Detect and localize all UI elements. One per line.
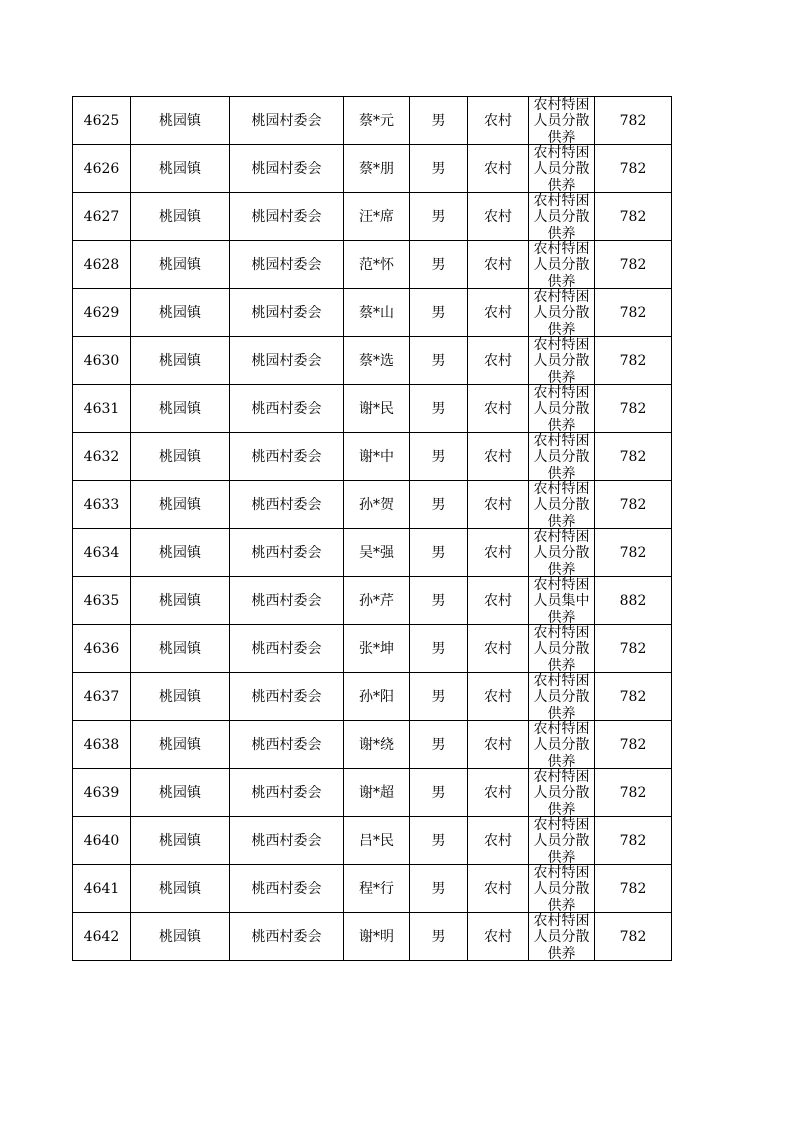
village-cell: 桃西村委会 [230, 673, 344, 721]
person-name-cell: 汪*席 [344, 193, 410, 241]
village-cell: 桃西村委会 [230, 481, 344, 529]
gender-cell: 男 [410, 385, 468, 433]
town-cell: 桃园镇 [131, 529, 230, 577]
area-type-cell: 农村 [468, 337, 529, 385]
table-row [73, 145, 672, 193]
area-type-cell: 农村 [468, 97, 529, 145]
person-name-cell: 蔡*选 [344, 337, 410, 385]
area-type-cell: 农村 [468, 145, 529, 193]
town-cell: 桃园镇 [131, 385, 230, 433]
amount-cell: 782 [595, 193, 672, 241]
village-cell: 桃园村委会 [230, 289, 344, 337]
category-cell [529, 289, 595, 337]
row-number: 4639 [73, 769, 131, 817]
amount-cell: 782 [595, 913, 672, 961]
table-row [73, 769, 672, 817]
category-text: 农村特困人员分散供养 [533, 193, 590, 240]
area-type-cell: 农村 [468, 913, 529, 961]
town-cell: 桃园镇 [131, 577, 230, 625]
gender-cell: 男 [410, 145, 468, 193]
category-cell [529, 97, 595, 145]
category-cell [529, 433, 595, 481]
row-number: 4626 [73, 145, 131, 193]
table-row [73, 385, 672, 433]
gender-cell: 男 [410, 625, 468, 673]
area-type-cell: 农村 [468, 481, 529, 529]
area-type-cell: 农村 [468, 193, 529, 241]
category-text: 农村特困人员分散供养 [533, 241, 590, 288]
row-number: 4636 [73, 625, 131, 673]
gender-cell: 男 [410, 865, 468, 913]
amount-cell: 782 [595, 337, 672, 385]
town-cell: 桃园镇 [131, 97, 230, 145]
town-cell: 桃园镇 [131, 817, 230, 865]
table-row [73, 241, 672, 289]
category-text: 农村特困人员分散供养 [533, 673, 590, 720]
category-cell [529, 337, 595, 385]
category-text: 农村特困人员分散供养 [533, 625, 590, 672]
town-cell: 桃园镇 [131, 721, 230, 769]
area-type-cell: 农村 [468, 577, 529, 625]
gender-cell: 男 [410, 97, 468, 145]
town-cell: 桃园镇 [131, 193, 230, 241]
category-cell [529, 625, 595, 673]
amount-cell: 782 [595, 433, 672, 481]
village-cell: 桃西村委会 [230, 769, 344, 817]
area-type-cell: 农村 [468, 625, 529, 673]
village-cell: 桃西村委会 [230, 913, 344, 961]
gender-cell: 男 [410, 241, 468, 289]
category-cell [529, 385, 595, 433]
category-text: 农村特困人员分散供养 [533, 817, 590, 864]
village-cell: 桃园村委会 [230, 337, 344, 385]
category-text: 农村特困人员分散供养 [533, 721, 590, 768]
amount-cell: 782 [595, 289, 672, 337]
category-text: 农村特困人员分散供养 [533, 769, 590, 816]
town-cell: 桃园镇 [131, 433, 230, 481]
area-type-cell: 农村 [468, 865, 529, 913]
category-cell [529, 673, 595, 721]
amount-cell: 782 [595, 817, 672, 865]
village-cell: 桃西村委会 [230, 529, 344, 577]
table-row [73, 673, 672, 721]
person-name-cell: 蔡*元 [344, 97, 410, 145]
row-number: 4628 [73, 241, 131, 289]
amount-cell: 882 [595, 577, 672, 625]
category-text: 农村特困人员分散供养 [533, 385, 590, 432]
person-name-cell: 谢*中 [344, 433, 410, 481]
town-cell: 桃园镇 [131, 913, 230, 961]
table-row [73, 529, 672, 577]
gender-cell: 男 [410, 721, 468, 769]
village-cell: 桃西村委会 [230, 577, 344, 625]
town-cell: 桃园镇 [131, 241, 230, 289]
gender-cell: 男 [410, 433, 468, 481]
row-number: 4630 [73, 337, 131, 385]
category-cell [529, 913, 595, 961]
category-text: 农村特困人员分散供养 [533, 481, 590, 528]
category-cell [529, 865, 595, 913]
village-cell: 桃园村委会 [230, 145, 344, 193]
town-cell: 桃园镇 [131, 769, 230, 817]
table-row [73, 721, 672, 769]
row-number: 4642 [73, 913, 131, 961]
area-type-cell: 农村 [468, 433, 529, 481]
amount-cell: 782 [595, 385, 672, 433]
category-cell [529, 529, 595, 577]
village-cell: 桃园村委会 [230, 193, 344, 241]
gender-cell: 男 [410, 481, 468, 529]
category-text: 农村特困人员分散供养 [533, 913, 590, 960]
category-text: 农村特困人员分散供养 [533, 865, 590, 912]
person-name-cell: 谢*超 [344, 769, 410, 817]
village-cell: 桃西村委会 [230, 817, 344, 865]
category-cell [529, 193, 595, 241]
area-type-cell: 农村 [468, 673, 529, 721]
gender-cell: 男 [410, 913, 468, 961]
category-text: 农村特困人员分散供养 [533, 97, 590, 144]
amount-cell: 782 [595, 769, 672, 817]
roster-body [73, 97, 672, 961]
table-row [73, 433, 672, 481]
category-cell [529, 721, 595, 769]
area-type-cell: 农村 [468, 769, 529, 817]
town-cell: 桃园镇 [131, 337, 230, 385]
row-number: 4638 [73, 721, 131, 769]
table-row [73, 481, 672, 529]
category-cell [529, 241, 595, 289]
village-cell: 桃园村委会 [230, 97, 344, 145]
category-cell [529, 145, 595, 193]
town-cell: 桃园镇 [131, 673, 230, 721]
amount-cell: 782 [595, 865, 672, 913]
town-cell: 桃园镇 [131, 289, 230, 337]
village-cell: 桃西村委会 [230, 625, 344, 673]
person-name-cell: 吕*民 [344, 817, 410, 865]
village-cell: 桃西村委会 [230, 433, 344, 481]
category-cell [529, 481, 595, 529]
row-number: 4637 [73, 673, 131, 721]
village-cell: 桃西村委会 [230, 865, 344, 913]
person-name-cell: 孙*芹 [344, 577, 410, 625]
amount-cell: 782 [595, 673, 672, 721]
table-row [73, 625, 672, 673]
table-row [73, 913, 672, 961]
row-number: 4633 [73, 481, 131, 529]
row-number: 4640 [73, 817, 131, 865]
category-cell [529, 769, 595, 817]
town-cell: 桃园镇 [131, 145, 230, 193]
person-name-cell: 蔡*山 [344, 289, 410, 337]
table-row [73, 97, 672, 145]
gender-cell: 男 [410, 577, 468, 625]
roster-table [72, 96, 672, 961]
category-cell [529, 817, 595, 865]
row-number: 4627 [73, 193, 131, 241]
row-number: 4635 [73, 577, 131, 625]
gender-cell: 男 [410, 529, 468, 577]
gender-cell: 男 [410, 769, 468, 817]
amount-cell: 782 [595, 241, 672, 289]
amount-cell: 782 [595, 529, 672, 577]
amount-cell: 782 [595, 97, 672, 145]
row-number: 4641 [73, 865, 131, 913]
table-row [73, 289, 672, 337]
category-text: 农村特困人员分散供养 [533, 433, 590, 480]
amount-cell: 782 [595, 145, 672, 193]
town-cell: 桃园镇 [131, 625, 230, 673]
category-text: 农村特困人员分散供养 [533, 145, 590, 192]
person-name-cell: 吴*强 [344, 529, 410, 577]
row-number: 4632 [73, 433, 131, 481]
area-type-cell: 农村 [468, 385, 529, 433]
row-number: 4631 [73, 385, 131, 433]
area-type-cell: 农村 [468, 289, 529, 337]
table-row [73, 577, 672, 625]
person-name-cell: 谢*民 [344, 385, 410, 433]
row-number: 4625 [73, 97, 131, 145]
person-name-cell: 孙*阳 [344, 673, 410, 721]
area-type-cell: 农村 [468, 529, 529, 577]
gender-cell: 男 [410, 289, 468, 337]
person-name-cell: 孙*贺 [344, 481, 410, 529]
person-name-cell: 张*坤 [344, 625, 410, 673]
village-cell: 桃西村委会 [230, 721, 344, 769]
gender-cell: 男 [410, 817, 468, 865]
gender-cell: 男 [410, 337, 468, 385]
person-name-cell: 范*怀 [344, 241, 410, 289]
gender-cell: 男 [410, 673, 468, 721]
amount-cell: 782 [595, 721, 672, 769]
area-type-cell: 农村 [468, 721, 529, 769]
table-row [73, 193, 672, 241]
category-text: 农村特困人员分散供养 [533, 289, 590, 336]
row-number: 4634 [73, 529, 131, 577]
gender-cell: 男 [410, 193, 468, 241]
category-cell [529, 577, 595, 625]
village-cell: 桃西村委会 [230, 385, 344, 433]
table-row [73, 865, 672, 913]
village-cell: 桃园村委会 [230, 241, 344, 289]
amount-cell: 782 [595, 625, 672, 673]
category-text: 农村特困人员分散供养 [533, 529, 590, 576]
category-text: 农村特困人员分散供养 [533, 337, 590, 384]
person-name-cell: 程*行 [344, 865, 410, 913]
person-name-cell: 谢*绕 [344, 721, 410, 769]
table-row [73, 817, 672, 865]
category-text: 农村特困人员集中供养 [533, 577, 590, 624]
table-row [73, 337, 672, 385]
person-name-cell: 蔡*朋 [344, 145, 410, 193]
town-cell: 桃园镇 [131, 481, 230, 529]
person-name-cell: 谢*明 [344, 913, 410, 961]
amount-cell: 782 [595, 481, 672, 529]
town-cell: 桃园镇 [131, 865, 230, 913]
row-number: 4629 [73, 289, 131, 337]
area-type-cell: 农村 [468, 241, 529, 289]
area-type-cell: 农村 [468, 817, 529, 865]
